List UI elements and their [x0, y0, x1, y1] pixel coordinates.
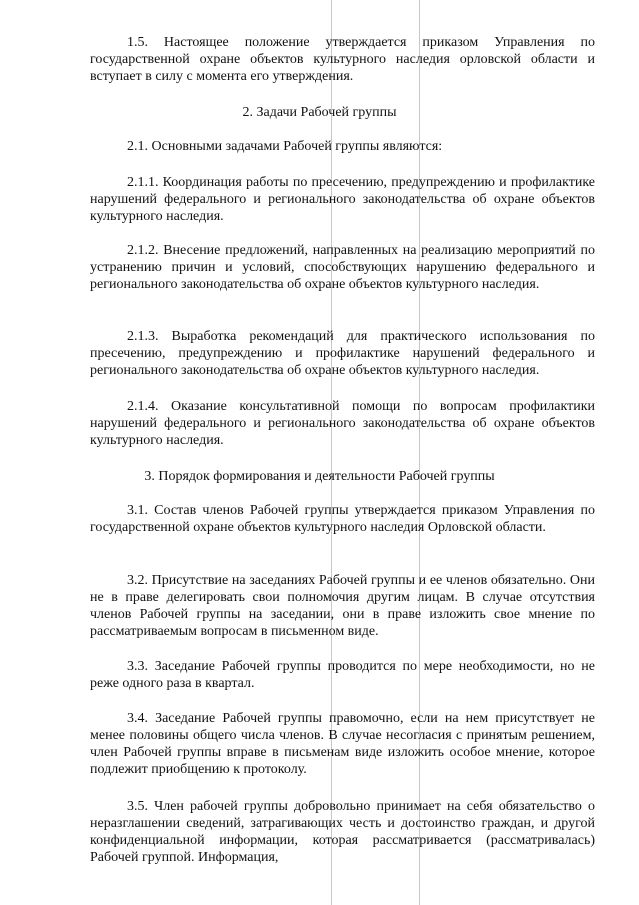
paragraph-3-5: 3.5. Член рабочей группы добровольно принимает на себя обязательство о неразглашении сведений, затрагивающих честь и достоинство граждан, и другой конфиденциальной информации, которая рассматривается (рассматривалась) Рабочей группой. Информация,: [90, 799, 595, 865]
paragraph-1-5: 1.5. Настоящее положение утверждается приказом Управления по государственной охране объектов культурного наследия орловской области и вступает в силу с момента его утверждения.: [90, 35, 595, 84]
paragraph-2-1: 2.1. Основными задачами Рабочей группы являются:: [127, 139, 443, 154]
paragraph-3-3: 3.3. Заседание Рабочей группы проводится по мере необходимости, но не реже одного раза в квартал.: [90, 659, 595, 691]
paragraph-3-1: 3.1. Состав членов Рабочей группы утверждается приказом Управления по государственной охране объектов культурного наследия Орловской области.: [90, 503, 595, 535]
paragraph-2-1-3: 2.1.3. Выработка рекомендаций для практического использования по пресечению, предупреждению и профилактике нарушений федерального и регионального законодательства об охране объектов культурного наследия.: [90, 329, 595, 378]
section-2-title: 2. Задачи Рабочей группы: [242, 105, 397, 120]
paragraph-2-1-2: 2.1.2. Внесение предложений, направленных на реализацию мероприятий по устранению причин и условий, способствующих нарушению федерального и регионального законодательства об охране объектов культурного наследия.: [90, 243, 595, 292]
paragraph-3-4: 3.4. Заседание Рабочей группы правомочно, если на нем присутствует не менее половины общего числа членов. В случае несогласия с принятым решением, член Рабочей группы вправе в письменам виде изложить особое мнение, которое подлежит приобщению к протоколу.: [90, 711, 595, 777]
section-3-title: 3. Порядок формирования и деятельности Рабочей группы: [144, 469, 495, 484]
paragraph-2-1-4: 2.1.4. Оказание консультативной помощи по вопросам профилактики нарушений федерального и регионального законодательства об охране объектов культурного наследия.: [90, 399, 595, 448]
paragraph-2-1-1: 2.1.1. Координация работы по пресечению, предупреждению и профилактике нарушений федерального и регионального законодательства об охране объектов культурного наследия.: [90, 175, 595, 224]
paragraph-3-2: 3.2. Присутствие на заседаниях Рабочей группы и ее членов обязательно. Они не в праве делегировать свои полномочия другим лицам. В случае отсутствия членов Рабочей группы на заседании, они в праве изложить свое мнение по рассматриваемым вопросам в письменном виде.: [90, 573, 595, 639]
